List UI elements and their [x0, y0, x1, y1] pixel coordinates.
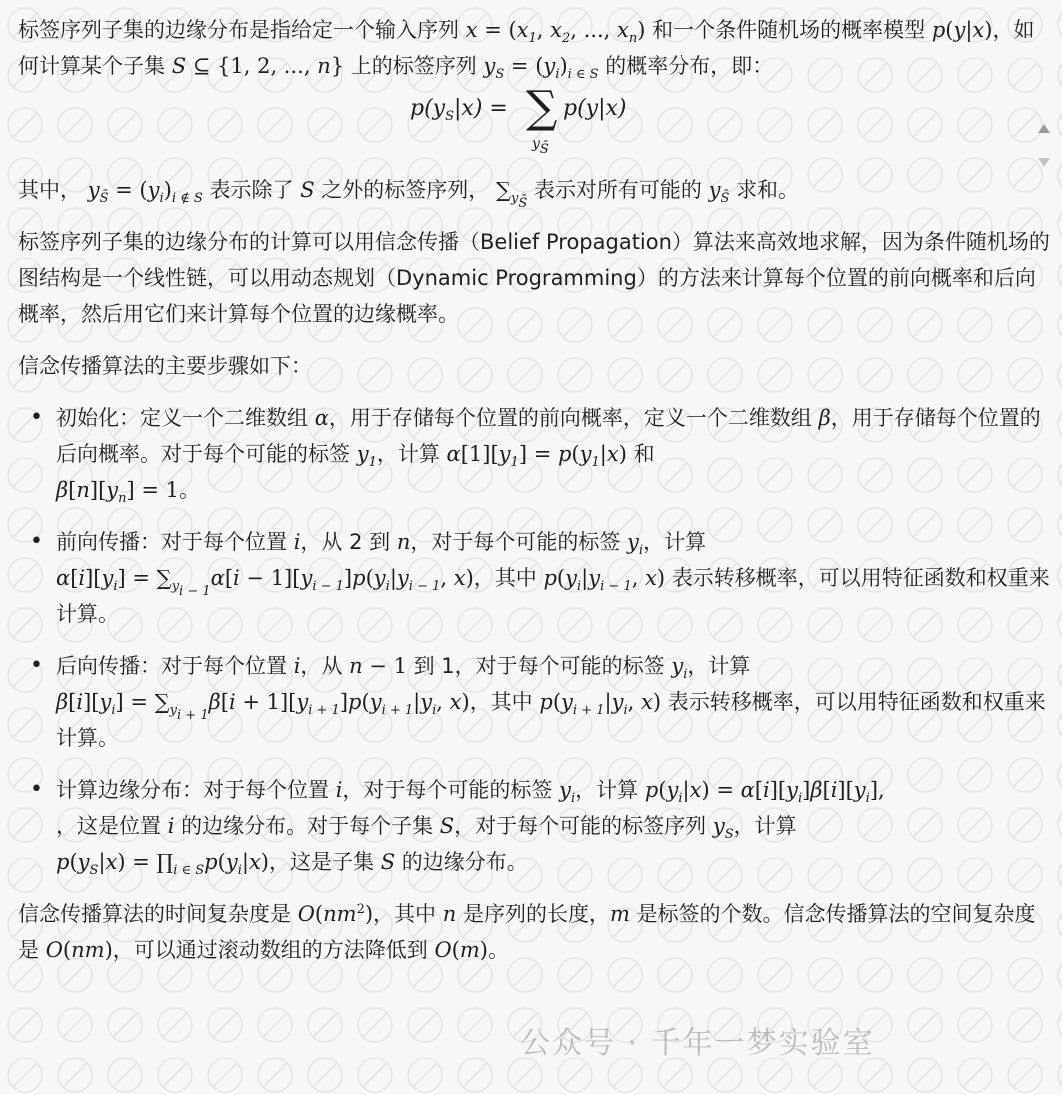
article-content — [18, 12, 1050, 968]
step-init: • 初始化：定义一个二维数组 α，用于存储每个位置的前向概率，定义一个二维数组 β，用于存储每个位置的后向概率。对于每个可能的标签 $y_1$，计算 $\alpha[1][y_1] = p(y_1|x)$ 和 $\beta[n][y_n] = 1$。 — [56, 400, 1050, 508]
steps-list — [18, 400, 1050, 880]
step-marginal: • 计算边缘分布：对于每个位置 i，对于每个可能的标签 $y_i$，计算 $p(y_i|x) = \alpha[i][y_i]\beta[i][y_i]$, ，这是位置 i 的边缘分布。对于每个子集 S，对于每个可能的标签序列 $y_S$，计算 $p(y_S|x)$ = $\prod_{i \in S}p(y_i|x)$，这是子集 S 的边缘分布。 — [56, 772, 1050, 880]
scroll-down-arrow-icon[interactable] — [1038, 158, 1050, 167]
complexity-paragraph: 信念传播算法的时间复杂度是 $O(nm^2)$，其中 n 是序列的长度，m 是标签的个数。信念传播算法的空间复杂度是 O(nm)，可以通过滚动数组的方法降低到 O(m)。 — [18, 902, 1036, 962]
watermark-text: 公众号 · 千年一梦实验室 — [520, 1026, 875, 1061]
step-forward: • 前向传播：对于每个位置 i，从 2 到 n，对于每个可能的标签 $y_i$，计算 $\alpha[i][y_i] = \sum_{y_{i - 1}}\alpha[i - 1][y_{i - 1}]p(y_i|y_{i - 1}$, x)，其中 $p(y_i|y_{i - 1}$, x) 表示转移概率，可以用特征函数和权重来计算。 — [56, 524, 1050, 632]
intro-paragraph: 标签序列子集的边缘分布是指给定一个输入序列 $x = (x_1$, $x_2$, ..., $x_n$) 和一个条件随机场的概率模型 p(y|x)，如何计算某个子集 S ⊆ {1, 2, ..., n} 上的标签序列 $y_S = (y_i)_{i \in S}$ 的概率分布，即： — [18, 18, 1035, 82]
bp-paragraph: 标签序列子集的边缘分布的计算可以用信念传播（Belief Propagation）算法来高效地求解，因为条件随机场的图结构是一个线性链，可以用动态规划（Dynamic Programming）的方法来计算每个位置的前向概率和后向概率，然后用它们来计算每个位置的边缘概率。 — [18, 230, 1050, 326]
step-backward: • 后向传播：对于每个位置 i，从 n − 1 到 1，对于每个可能的标签 $y_i$，计算 $\beta[i][y_i] = \sum_{y_{i + 1}}\beta[i + 1][y_{i + 1}]p(y_{i + 1}|y_i$, x)，其中 $p(y_{i + 1}|y_i$, x) 表示转移概率，可以用特征函数和权重来计算。 — [56, 648, 1050, 756]
marginal-equation: $p(y_S|x)$ = ∑ $y_{S̄}$ p(y|x) — [410, 82, 627, 157]
where-paragraph: 其中， $y_{S̄} = (y_i)_{i \notin S}$ 表示除了 S 之外的标签序列， $\sum_{y_{S̄}}$ 表示对所有可能的 $y_{S̄}$ 求和。 — [18, 178, 800, 211]
steps-intro: 信念传播算法的主要步骤如下： — [18, 354, 312, 378]
scroll-up-arrow-icon[interactable] — [1038, 124, 1050, 133]
